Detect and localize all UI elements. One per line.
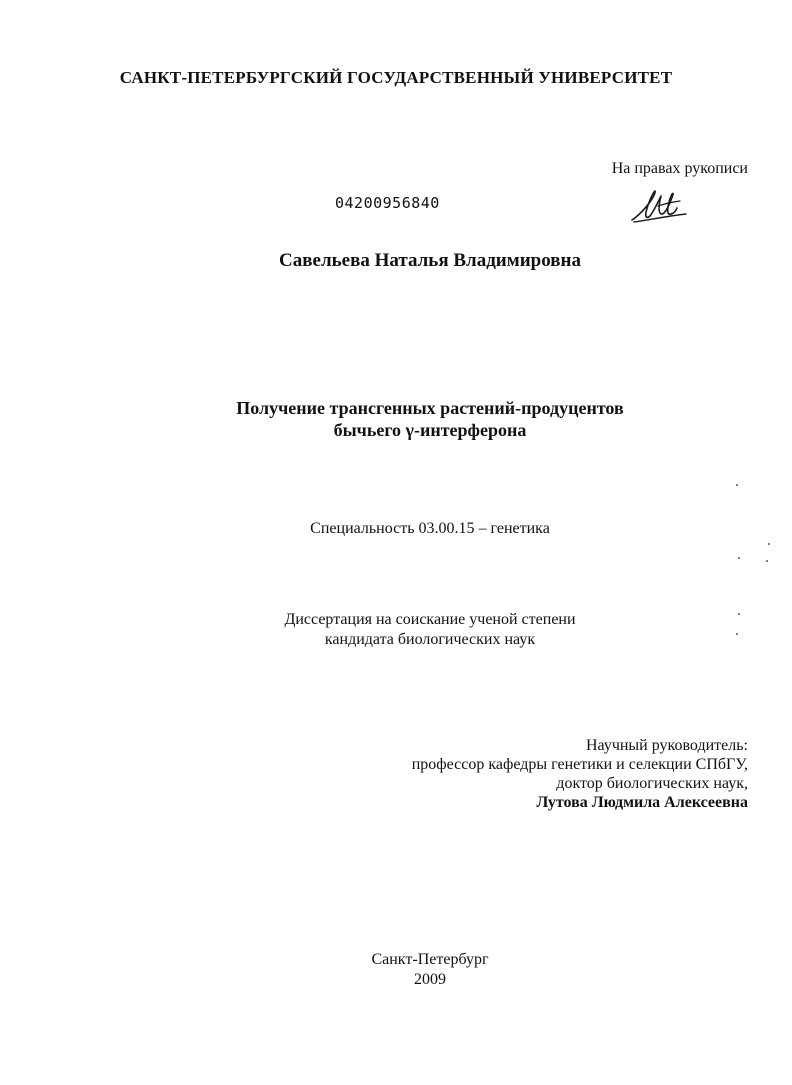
- author-name: Савельева Наталья Владимировна: [279, 250, 581, 271]
- year: 2009: [414, 971, 446, 988]
- degree-line-1: Диссертация на соискание ученой степени: [284, 611, 576, 628]
- supervisor-name: Лутова Людмила Алексеевна: [536, 794, 748, 811]
- place-and-year: [0, 950, 792, 990]
- supervisor-block: [412, 736, 748, 812]
- supervisor-position: профессор кафедры генетики и селекции СПбГУ,: [411, 756, 748, 773]
- scan-speck: [736, 484, 738, 486]
- degree-statement: [0, 610, 792, 650]
- place: Санкт-Петербург: [371, 951, 489, 968]
- title-line-2: бычьего γ-интерферона: [333, 420, 527, 440]
- scan-speck: [736, 633, 738, 635]
- rights-note: На правах рукописи: [611, 160, 748, 177]
- scan-speck: [738, 557, 740, 559]
- title-line-1: Получение трансгенных растений-продуцентов: [236, 398, 624, 418]
- university-name: САНКТ-ПЕТЕРБУРГСКИЙ ГОСУДАРСТВЕННЫЙ УНИВЕРСИТЕТ: [119, 68, 673, 87]
- inventory-number: 04200956840: [335, 194, 440, 212]
- supervisor-degree: доктор биологических наук,: [556, 775, 748, 792]
- scan-speck: [766, 560, 768, 562]
- signature-icon: [628, 186, 690, 226]
- speciality: Специальность 03.00.15 – генетика: [310, 520, 550, 537]
- dissertation-title: [0, 397, 792, 441]
- supervisor-label: Научный руководитель:: [585, 737, 748, 754]
- degree-line-2: кандидата биологических наук: [324, 631, 536, 648]
- scan-speck: [768, 543, 770, 545]
- scan-speck: [738, 613, 740, 615]
